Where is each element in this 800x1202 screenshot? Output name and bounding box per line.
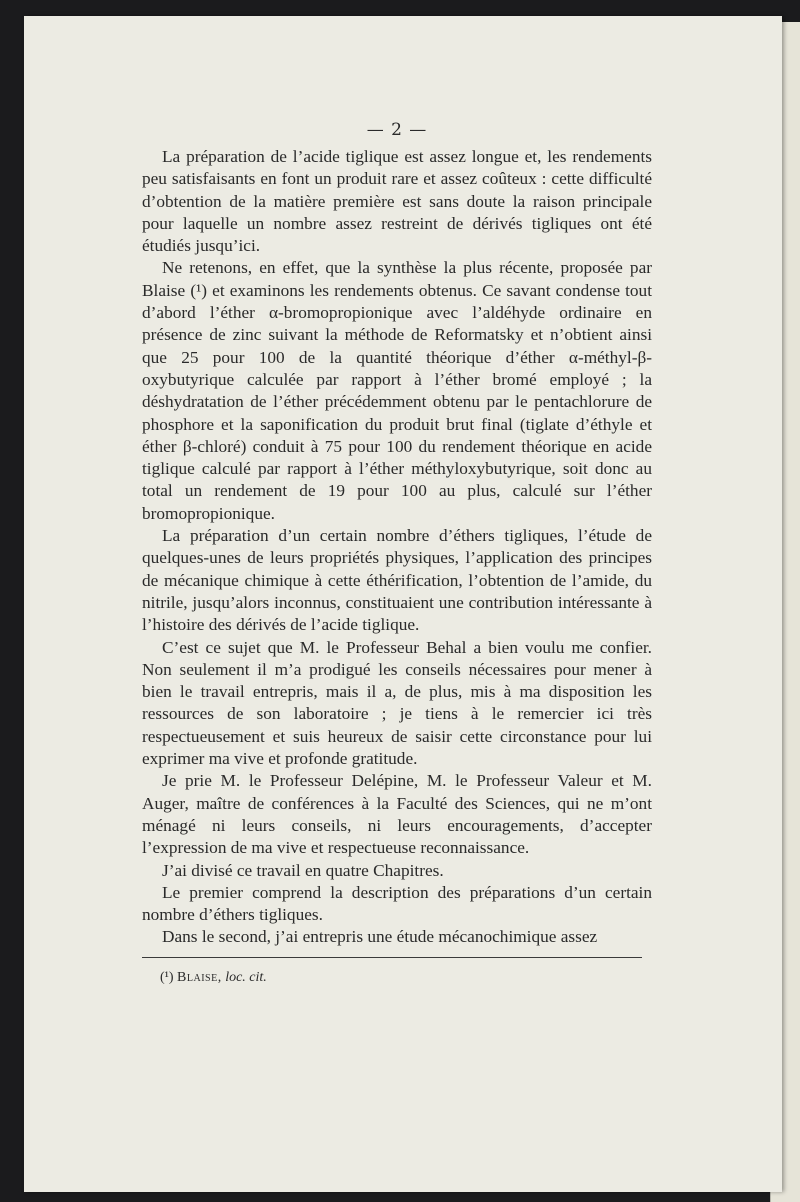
paragraph-3: La préparation d’un certain nombre d’éthers tigliques, l’étude de quelques-unes de leurs propriétés physiques, l’application des principes de mécanique chimique à cette éthérification, l’obtention de l’amide, du nitrile, jusqu’alors inconnus, constituaient une contribution intéressante à l’histoire des dérivés de l’acide tiglique. (142, 526, 652, 635)
footnote-author: Blaise, (177, 970, 222, 985)
paragraph-2: Ne retenons, en effet, que la synthèse la plus récente, proposée par Blaise (¹) et examinons les rendements obtenus. Ce savant condense tout d’abord l’éther α-bromopropionique avec l’aldéhyde ordinaire en présence de zinc suivant la méthode de Reformatsky et n’obtient ainsi que 25 pour 100 de la quantité théorique d’éther α-méthyl-β-oxybutyrique calculée par rapport à l’éther bromé employé ; la déshydratation de l’éther précédemment obtenu par le pentachlorure de phosphore et la saponification du produit brut final (tiglate d’éthyle et éther β-chloré) conduit à 75 pour 100 du rendement théorique en acide tiglique calculé par rapport à l’éther méthyloxybutyrique, soit donc au total un rendement de 19 pour 100 au plus, calculé sur l’éther bromopropionique. (142, 258, 652, 523)
page-body (142, 120, 652, 949)
paragraph-5: Je prie M. le Professeur Delépine, M. le Professeur Valeur et M. Auger, maître de conférences à la Faculté des Sciences, qui ne m’ont ménagé ni leurs conseils, ni leurs encouragements, d’accepter l’expression de ma vive et respectueuse reconnaissance. (142, 771, 652, 858)
footnote (160, 970, 267, 986)
paragraph-7: Le premier comprend la description des préparations d’un certain nombre d’éthers tigliques. (142, 882, 652, 925)
footnote-reference: loc. cit. (225, 970, 267, 985)
paragraph-8: Dans le second, j’ai entrepris une étude mécanochimique assez (162, 927, 598, 947)
footnote-divider (142, 957, 642, 958)
paragraph-4: C’est ce sujet que M. le Professeur Behal a bien voulu me confier. Non seulement il m’a prodigué les conseils nécessaires pour mener à bien le travail entrepris, mais il a, de plus, mis à ma disposition les ressources de son laboratoire ; je tiens à le remercier ici très respectueusement et suis heureux de saisir cette circonstance pour lui exprimer ma vive et profonde gratitude. (142, 637, 652, 769)
paragraph-1: La préparation de l’acide tiglique est assez longue et, les rendements peu satisfaisants en font un produit rare et assez coûteux : cette difficulté d’obtention de la matière première est sans doute la raison principale pour laquelle un nombre assez restreint de dérivés tigliques ont été étudiés jusqu’ici. (142, 147, 652, 256)
page-number: — 2 — (366, 120, 428, 140)
paragraph-6: J’ai divisé ce travail en quatre Chapitres. (162, 860, 444, 880)
footnote-marker: (¹) (160, 970, 174, 985)
